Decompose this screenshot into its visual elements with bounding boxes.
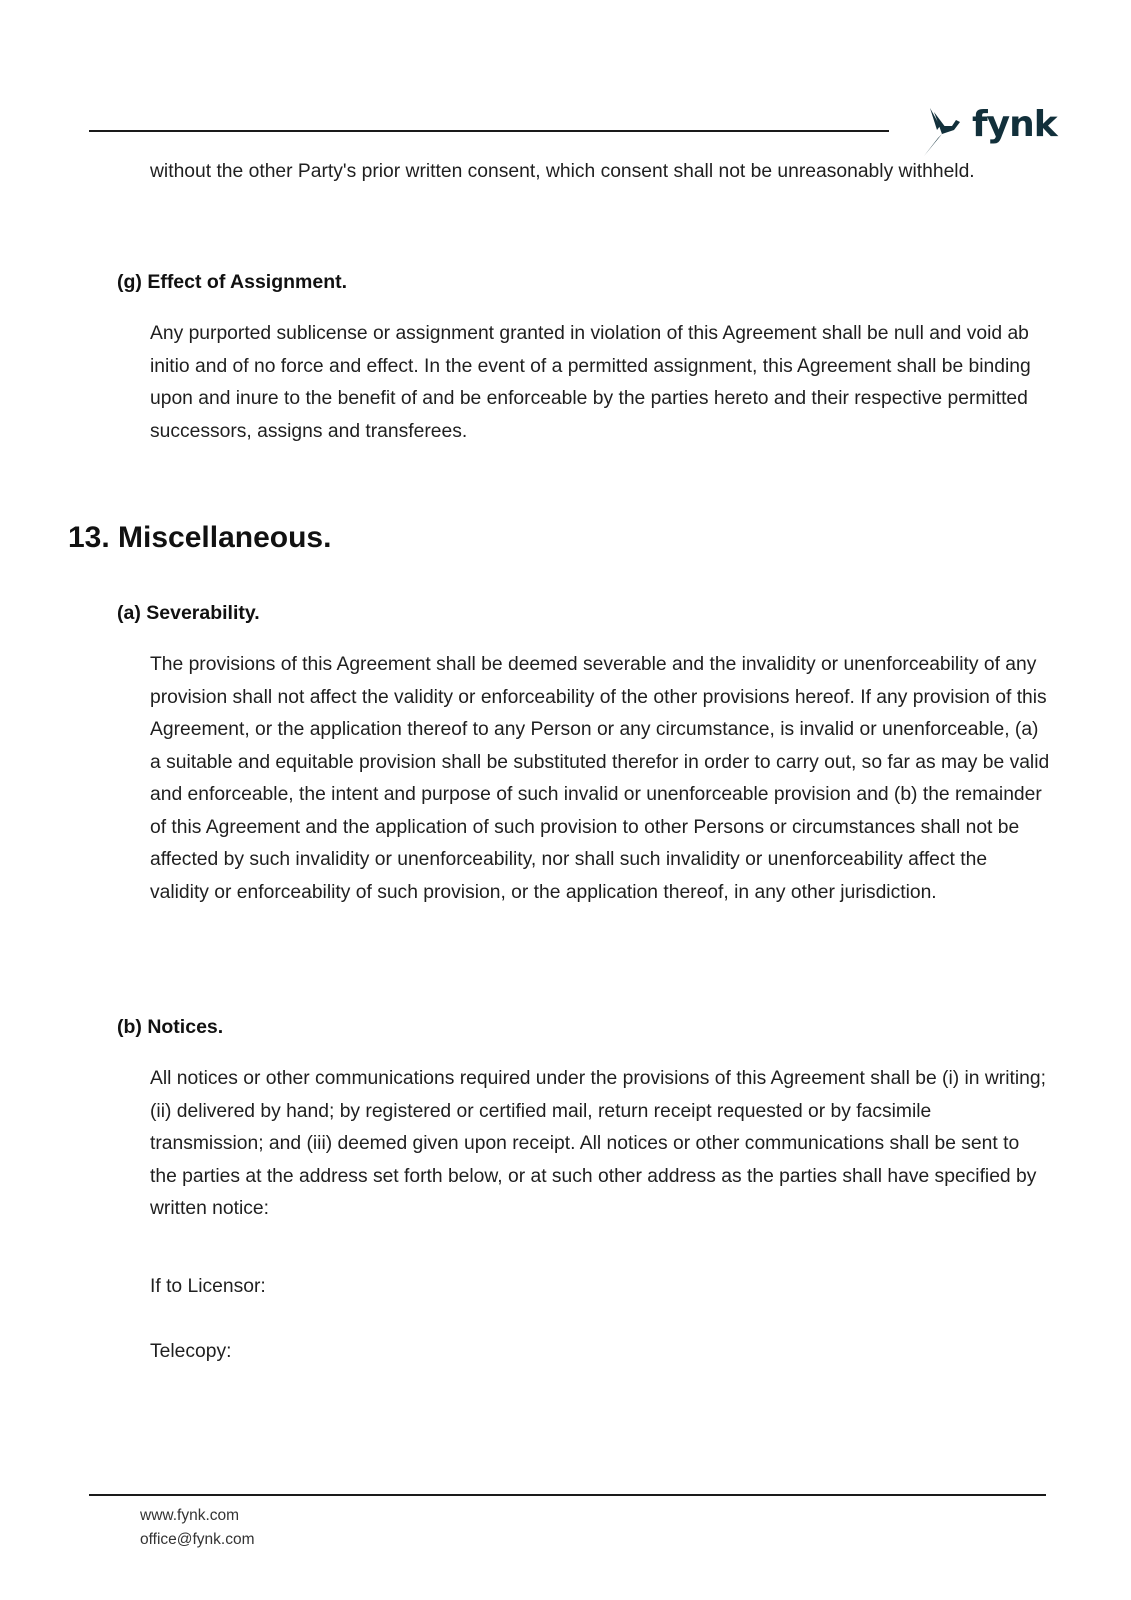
footer-website: www.fynk.com [140,1507,240,1524]
section-12g-body: Any purported sublicense or assignment granted in violation of this Agreement shall be null and void ab initio and of no force and effect. In the event of a permitted assignment, this Agreement shall be binding upon and inure to the benefit of and be enforceable by the parties hereto and their respective permitted successors, assigns and transferees. [150,323,1031,442]
section-13b-heading: (b) Notices. [117,1016,224,1038]
section-13a-body: The provisions of this Agreement shall be deemed severable and the invalidity or unenforceability of any provision shall not affect the validity or enforceability of the other provisions hereof. If any provision of this Agreement, or the application thereof to any Person or any circumstance, is invalid or unenforceable, (a) a suitable and equitable provision shall be substituted therefor in order to carry out, so far as may be valid and enforceable, the intent and purpose of such invalid or unenforceable provision and (b) the remainder of this Agreement and the application of such provision to other Persons or circumstances shall not be affected by such invalidity or unenforceability, nor shall such invalidity or unenforceability affect the validity or enforceability of such provision, or the application thereof, in any other jurisdiction. [150,654,1050,903]
licensor-label: If to Licensor: [150,1276,266,1297]
bird-logo-icon [920,104,964,158]
logo-text: fynk [972,104,1057,145]
continuation-paragraph: without the other Party's prior written consent, which consent shall not be unreasonably withheld. [150,161,975,182]
section-13b-body: All notices or other communications required under the provisions of this Agreement shall be (i) in writing; (ii) delivered by hand; by registered or certified mail, return receipt requested or by facsimile transmission; and (iii) deemed given upon receipt. All notices or other communications shall be sent to the parties at the address set forth below, or at such other address as the parties shall have specified by written notice: [150,1068,1046,1219]
footer-rule [89,1494,1046,1496]
telecopy-label: Telecopy: [150,1341,232,1362]
fynk-logo [920,104,1057,158]
footer-email: office@fynk.com [140,1531,255,1548]
section-12g-heading: (g) Effect of Assignment. [117,271,348,293]
section-13a-heading: (a) Severability. [117,602,260,624]
header-rule [89,130,889,132]
section-13-title: 13. Miscellaneous. [68,521,332,554]
